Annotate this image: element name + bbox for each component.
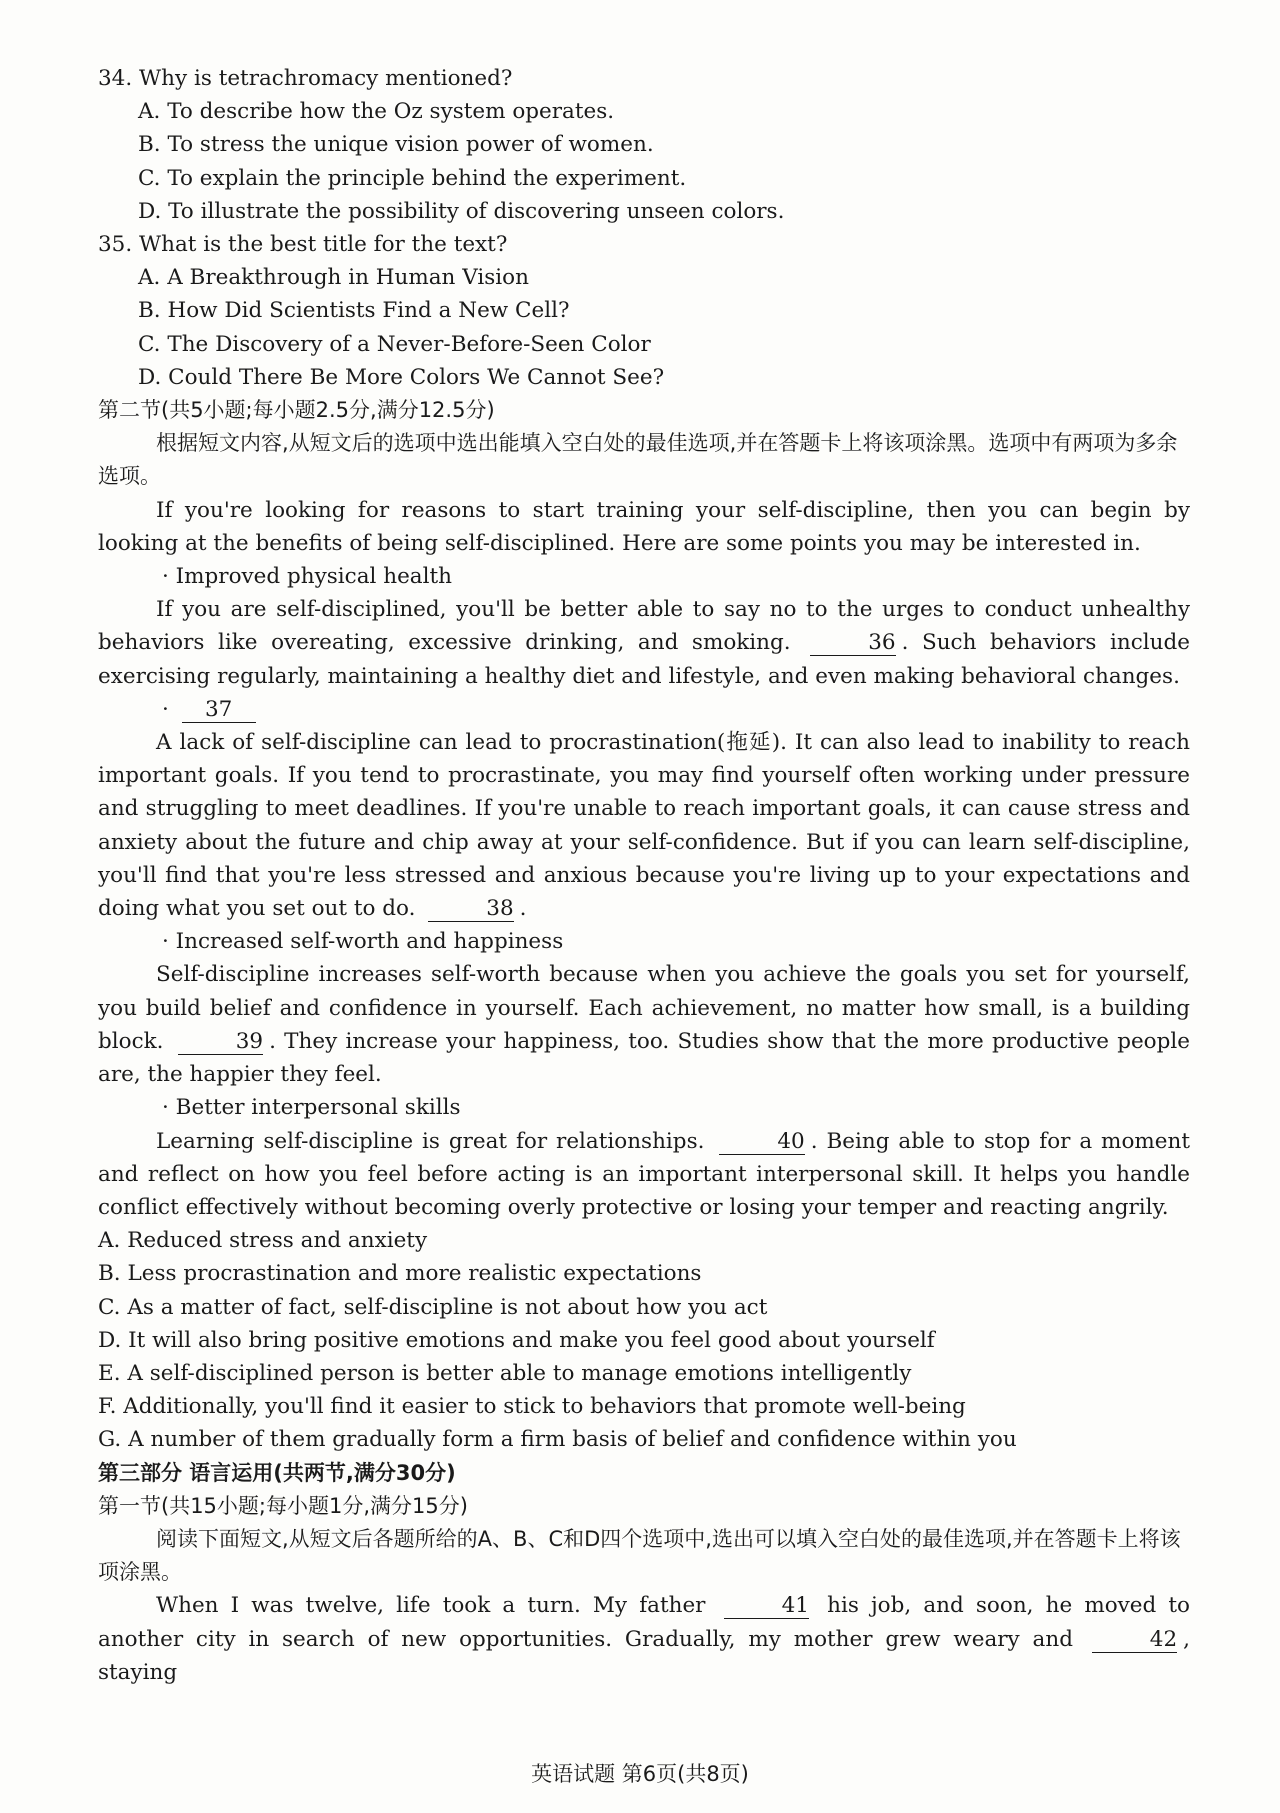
question-34-option-a: A. To describe how the Oz system operates. (138, 99, 615, 125)
section-2-heading: 第二节(共5小题;每小题2.5分,满分12.5分) (98, 398, 495, 423)
passage-paragraph-3: Self-discipline increases self-worth because when you achieve the goals you set for yourself, you build belief and confidence in yourself. Each achievement, no matter how small, is a building block. 39 . They increase your happiness, too. Studies show that the more productive people are, the happier they feel. (98, 962, 1190, 1088)
question-35-stem: 35. What is the best title for the text? (98, 232, 508, 258)
question-34-stem: 34. Why is tetrachromacy mentioned? (98, 66, 513, 91)
passage-paragraph-1: If you are self-disciplined, you'll be better able to say no to the urges to conduct unhealthy behaviors like overeating, excessive drinking, and smoking. 36 . Such behaviors include exercising regularly, maintaining a healthy diet and lifestyle, and even making behavioral changes. (98, 597, 1190, 689)
subheading-self-worth: · Increased self-worth and happiness (162, 929, 564, 955)
part-3-instruction: 阅读下面短文,从短文后各题所给的A、B、C和D四个选项中,选出可以填入空白处的最佳选项,并在答题卡上将该项涂黑。 (98, 1526, 1181, 1585)
blank-36: 36 (810, 631, 895, 656)
part-3-sub-heading: 第一节(共15小题;每小题1分,满分15分) (98, 1493, 468, 1518)
question-35-option-b: B. How Did Scientists Find a New Cell? (138, 298, 570, 324)
blank-41: 41 (724, 1594, 809, 1619)
choice-a: A. Reduced stress and anxiety (98, 1228, 428, 1254)
blank-39: 39 (178, 1030, 263, 1055)
page-footer: 英语试题 第6页(共8页) (531, 1762, 749, 1786)
question-34-option-c: C. To explain the principle behind the experiment. (138, 165, 687, 191)
question-35-option-a: A. A Breakthrough in Human Vision (138, 265, 529, 291)
blank-38: 38 (428, 897, 513, 922)
subheading-physical-health: · Improved physical health (162, 564, 452, 590)
passage-paragraph-2: A lack of self-discipline can lead to procrastination(拖延). It can also lead to inability to reach important goals. If you tend to procrastinate, you may find yourself often working under pressure and struggling to meet deadlines. If you're unable to reach important goals, it can cause stress and anxiety about the future and chip away at your self-confidence. But if you can learn self-discipline, you'll find that you're less stressed and anxious because you're living up to your expectations and doing what you set out to do. 38 . (98, 730, 1190, 922)
choice-e: E. A self-disciplined person is better able to manage emotions intelligently (98, 1360, 912, 1386)
subheading-interpersonal-skills: · Better interpersonal skills (162, 1095, 461, 1121)
choice-b: B. Less procrastination and more realistic expectations (98, 1261, 702, 1287)
passage-paragraph-4: Learning self-discipline is great for relationships. 40 . Being able to stop for a moment and reflect on how you feel before acting is an important interpersonal skill. It helps you handle conflict effectively without becoming overly protective or losing your temper and reacting angrily. (98, 1128, 1190, 1220)
cloze-passage: When I was twelve, life took a turn. My father 41 his job, and soon, he moved to another city in search of new opportunities. Gradually, my mother grew weary and 42 , staying (98, 1593, 1191, 1685)
blank-40: 40 (719, 1130, 804, 1155)
blank-37: 37 (182, 698, 256, 723)
subheading-blank-37: · 37 (98, 693, 1190, 726)
section-2-instruction: 根据短文内容,从短文后的选项中选出能填入空白处的最佳选项,并在答题卡上将该项涂黑。选项中有两项为多余选项。 (98, 431, 1178, 489)
choice-c: C. As a matter of fact, self-discipline is not about how you act (98, 1294, 768, 1320)
choice-g: G. A number of them gradually form a firm basis of belief and confidence within you (98, 1427, 1017, 1453)
question-35-option-d: D. Could There Be More Colors We Cannot See? (138, 364, 665, 390)
question-35-option-c: C. The Discovery of a Never-Before-Seen Color (138, 331, 651, 357)
question-34-option-b: B. To stress the unique vision power of women. (138, 132, 654, 158)
blank-42: 42 (1092, 1628, 1177, 1653)
question-34-option-d: D. To illustrate the possibility of discovering unseen colors. (138, 198, 785, 224)
choice-d: D. It will also bring positive emotions and make you feel good about yourself (98, 1327, 935, 1353)
choice-f: F. Additionally, you'll find it easier to stick to behaviors that promote well-being (98, 1394, 966, 1420)
passage-intro: If you're looking for reasons to start training your self-discipline, then you can begin by looking at the benefits of being self-disciplined. Here are some points you may be interested in. (98, 497, 1190, 556)
part-3-heading: 第三部分 语言运用(共两节,满分30分) (98, 1460, 456, 1485)
